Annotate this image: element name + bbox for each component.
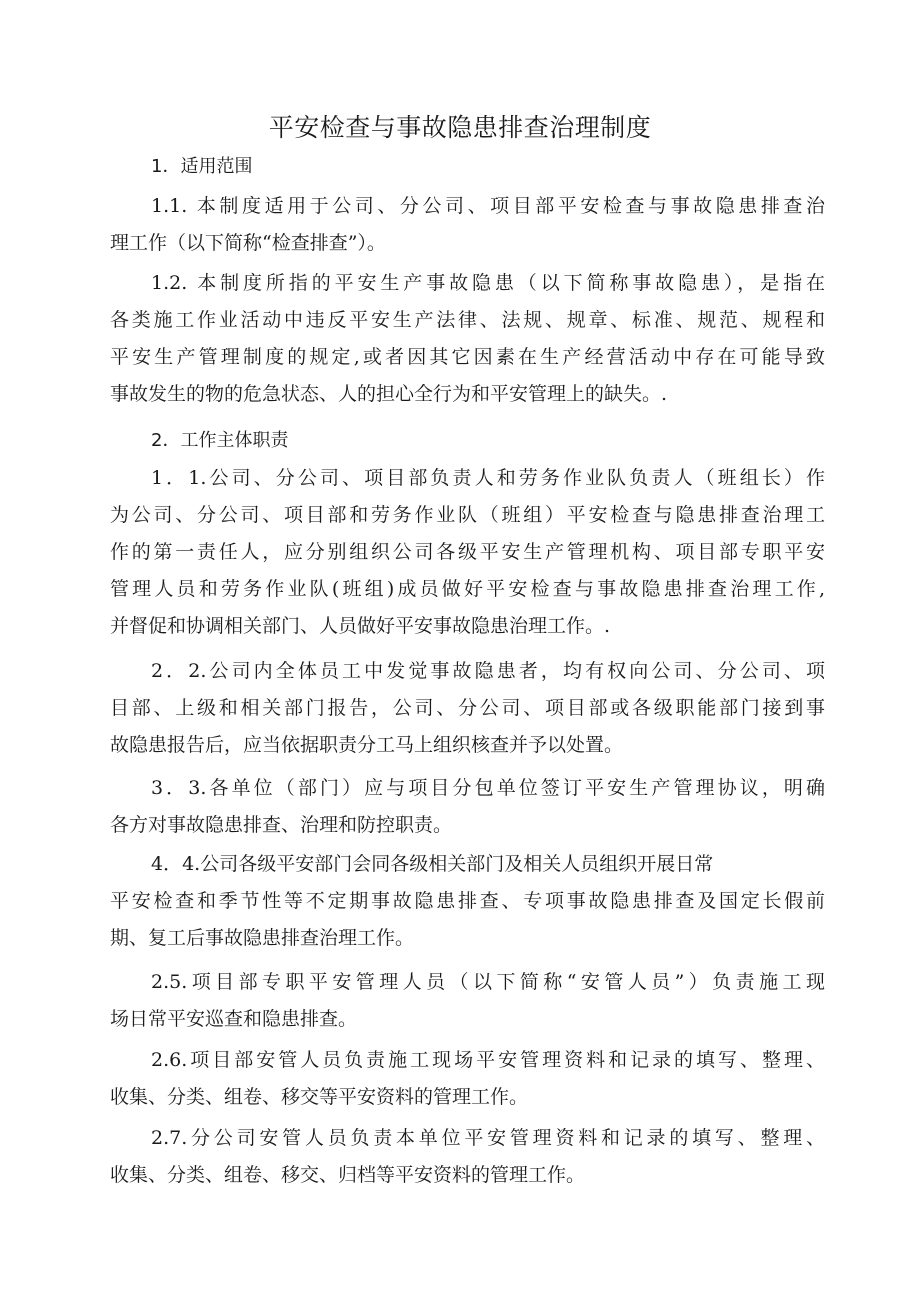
paragraph-line: 管理人员和劳务作业队(班组)成员做好平安检查与事故隐患排查治理工作,: [110, 578, 825, 600]
paragraph-2-6: [110, 1042, 825, 1116]
paragraph-line: 3．3.各单位（部门）应与项目分包单位签订平安生产管理协议，明确: [151, 777, 825, 799]
paragraph-2-7: [110, 1120, 825, 1194]
paragraph-2-3: [110, 770, 825, 844]
paragraph-line: 作的第一责任人，应分别组织公司各级平安生产管理机构、项目部专职平安: [110, 541, 825, 563]
paragraph-1-2: [110, 265, 825, 413]
paragraph-line: 并督促和协调相关部门、人员做好平安事故隐患治理工作。.: [110, 615, 611, 637]
section-heading-scope: [110, 148, 825, 185]
paragraph-line: 1.2. 本制度所指的平安生产事故隐患（以下简称事故隐患），是指在: [151, 272, 825, 294]
paragraph-line: 为公司、分公司、项目部和劳务作业队（班组）平安检查与隐患排查治理工: [110, 504, 825, 526]
paragraph-line: 各类施工作业活动中违反平安生产法律、法规、规章、标准、规范、规程和: [110, 309, 825, 331]
paragraph-line: 2.5.项目部专职平安管理人员（以下简称“安管人员”）负责施工现: [151, 971, 825, 993]
paragraph-line: 4．4.公司各级平安部门会同各级相关部门及相关人员组织开展日常: [151, 853, 714, 875]
paragraph-line: 1.1. 本制度适用于公司、分公司、项目部平安检查与事故隐患排查治: [151, 195, 825, 217]
paragraph-line: 故隐患报告后，应当依据职责分工马上组织核查并予以处置。: [110, 734, 624, 756]
paragraph-line: 收集、分类、组卷、移交等平安资料的管理工作。: [110, 1086, 529, 1108]
paragraph-line: 期、复工后事故隐患排查治理工作。: [110, 927, 415, 949]
paragraph-line: 场日常平安巡查和隐患排查。: [110, 1008, 358, 1030]
section-heading-duties: [110, 422, 825, 459]
paragraph-line: 理工作（以下简称“检查排查”）。: [110, 232, 386, 254]
heading-text: 1．适用范围: [151, 156, 253, 177]
paragraph-2-4: [110, 846, 825, 957]
paragraph-line: 2.7.分公司安管人员负责本单位平安管理资料和记录的填写、整理、: [151, 1127, 825, 1149]
paragraph-line: 1．1.公司、分公司、项目部负责人和劳务作业队负责人（班组长）作: [151, 467, 825, 489]
paragraph-2-5: [110, 964, 825, 1038]
heading-text: 2．工作主体职责: [151, 430, 289, 451]
paragraph-line: 平安生产管理制度的规定,或者因其它因素在生产经营活动中存在可能导致: [110, 346, 825, 368]
paragraph-line: 2．2.公司内全体员工中发觉事故隐患者，均有权向公司、分公司、项: [151, 660, 825, 682]
paragraph-1-1: [110, 188, 825, 262]
paragraph-line: 平安检查和季节性等不定期事故隐患排查、专项事故隐患排查及国定长假前: [110, 890, 825, 912]
paragraph-line: 各方对事故隐患排查、治理和防控职责。: [110, 814, 453, 836]
paragraph-line: 收集、分类、组卷、移交、归档等平安资料的管理工作。: [110, 1164, 586, 1186]
paragraph-2-1: [110, 460, 825, 645]
paragraph-line: 2.6.项目部安管人员负责施工现场平安管理资料和记录的填写、整理、: [151, 1049, 825, 1071]
paragraph-line: 目部、上级和相关部门报告，公司、分公司、项目部或各级职能部门接到事: [110, 697, 825, 719]
paragraph-2-2: [110, 653, 825, 764]
paragraph-line: 事故发生的物的危急状态、人的担心全行为和平安管理上的缺失。.: [110, 383, 668, 405]
document-title: 平安检查与事故隐患排查治理制度: [268, 113, 652, 142]
